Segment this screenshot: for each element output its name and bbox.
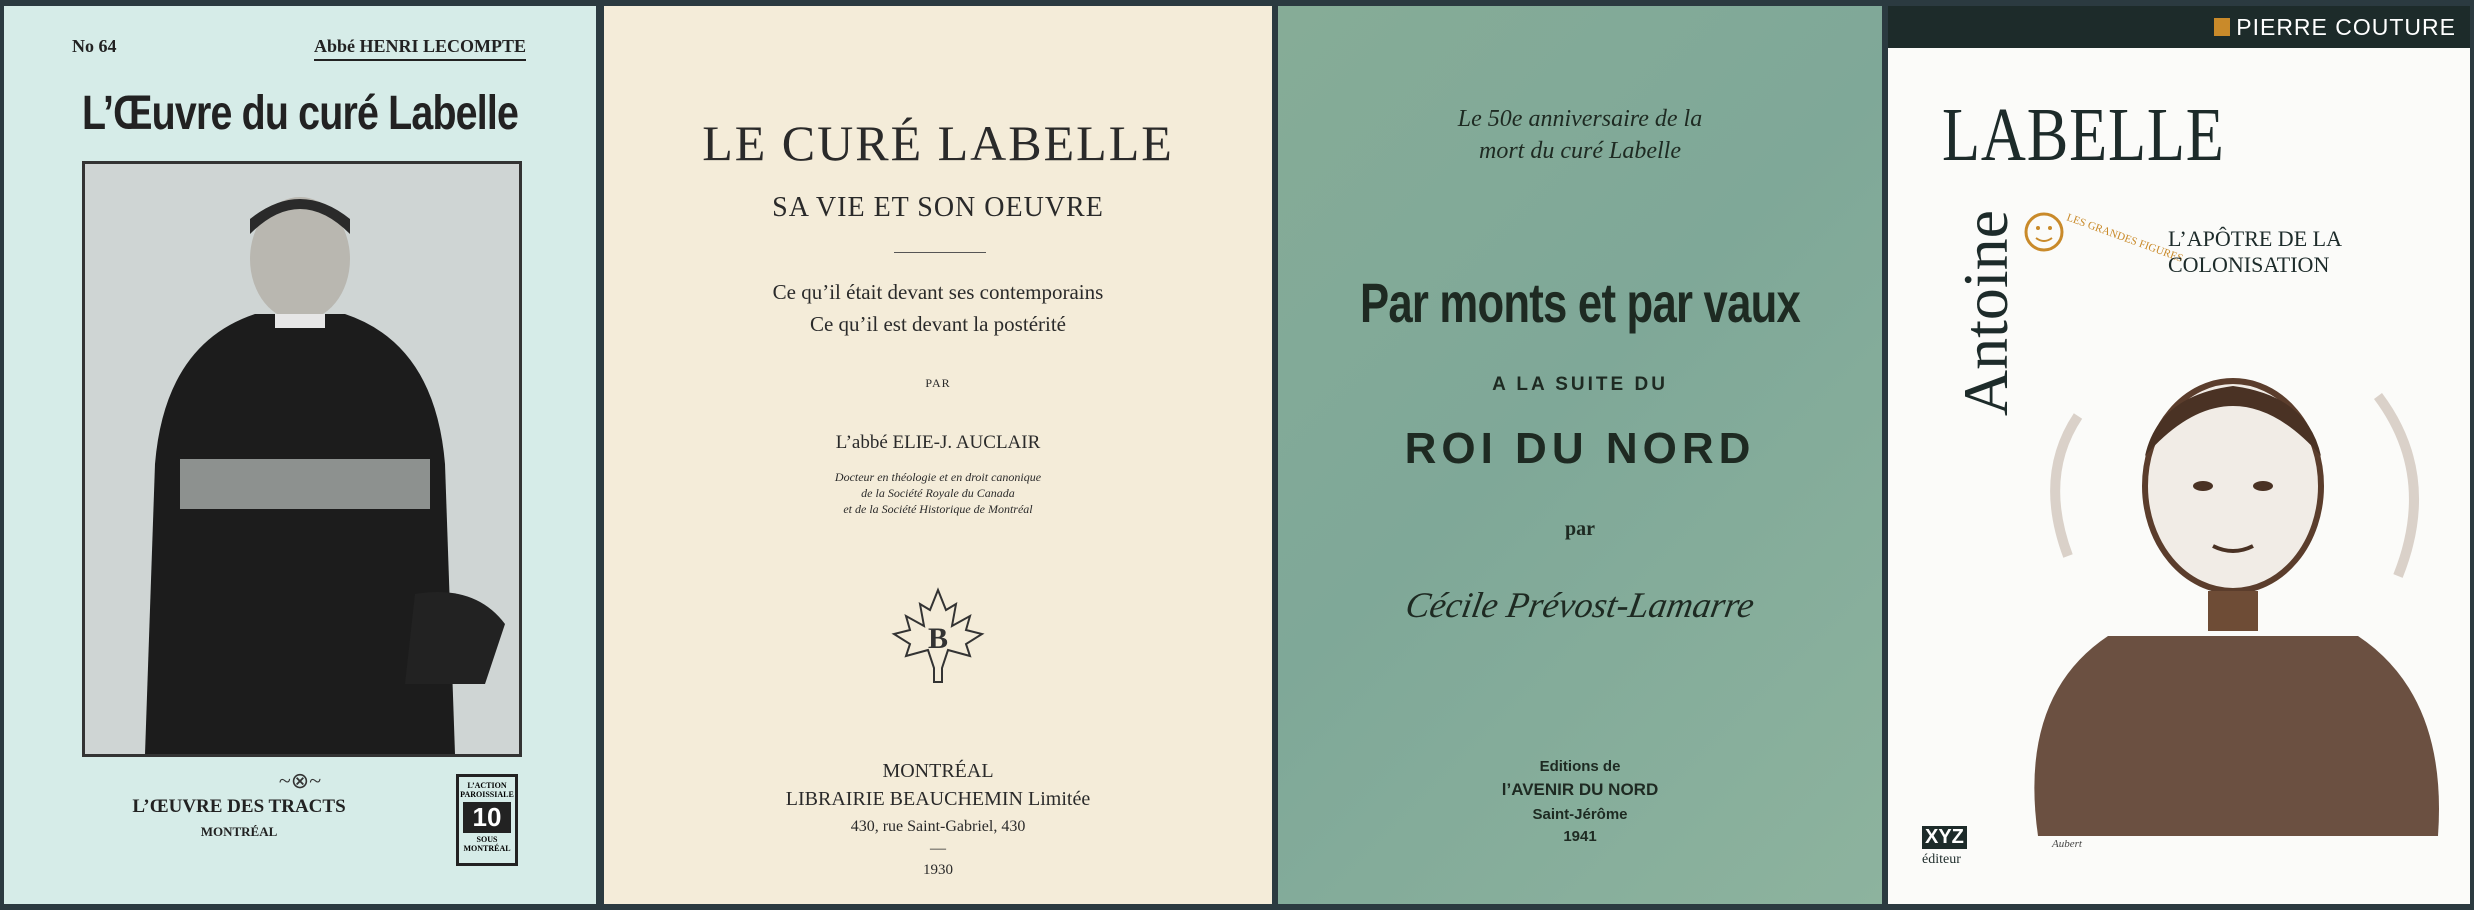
author-signature: Cécile Prévost-Lamarre <box>1402 585 1758 625</box>
stamp-bottom: SOUS MONTRÉAL <box>463 835 511 853</box>
stamp-price: 10 <box>463 802 511 833</box>
city: MONTRÉAL <box>200 824 278 839</box>
author-credential-3: et de la Société Historique de Montréal <box>843 502 1033 516</box>
divider <box>894 252 986 253</box>
logo-letter: B <box>927 622 949 655</box>
surname: LABELLE <box>1942 93 2225 177</box>
dash: — <box>930 840 946 857</box>
cover-auclair <box>604 6 1272 904</box>
by-label: par <box>1565 518 1595 540</box>
anniversary-line-1: Le 50e anniversaire de la <box>1457 106 1703 132</box>
city: MONTRÉAL <box>882 760 994 782</box>
portrait-sketch <box>2018 336 2458 846</box>
priest-photo-image <box>85 164 519 754</box>
edition-line-2: l’AVENIR DU NORD <box>1501 780 1659 799</box>
series-sun-logo <box>2016 196 2185 291</box>
publisher: L’ŒUVRE DES TRACTS <box>132 796 346 817</box>
stamp-top: L’ACTION PAROISSIALE <box>460 781 514 799</box>
book-title: LE CURÉ LABELLE <box>702 115 1174 171</box>
tagline-1: Ce qu’il était devant ses contemporains <box>772 280 1104 304</box>
maple-leaf-icon <box>890 586 986 686</box>
author-credential-1: Docteur en théologie et en droit canonique <box>834 470 1042 484</box>
publisher: LIBRAIRIE BEAUCHEMIN Limitée <box>785 788 1091 810</box>
author: L’abbé ELIE-J. AUCLAIR <box>835 432 1041 453</box>
subtitle-line: A LA SUITE DU <box>1492 374 1668 395</box>
cover-prevost-lamarre <box>1278 6 1882 904</box>
subtitle-main: ROI DU NORD <box>1404 424 1756 473</box>
book-title: L’Œuvre du curé Labelle <box>81 87 519 140</box>
cover-lecompte <box>4 6 596 904</box>
publisher-logo: XYZ <box>1922 826 1967 849</box>
artist-signature: Aubert <box>2052 838 2082 850</box>
sun-face-icon <box>2016 196 2185 286</box>
author-mark-icon <box>2214 18 2230 36</box>
author: PIERRE COUTURE <box>2236 14 2456 40</box>
year: 1930 <box>923 862 953 878</box>
portrait-image <box>2018 336 2458 846</box>
firstname: Antoine <box>1950 209 2021 417</box>
book-subtitle: L’APÔTRE DE LA COLONISATION <box>2168 226 2341 277</box>
publisher: éditeur <box>1922 852 1961 867</box>
ornament: ~⊗~ <box>278 768 322 793</box>
series-name: LES GRANDES FIGURES <box>2064 211 2185 265</box>
edition-year: 1941 <box>1563 828 1597 845</box>
author: Abbé HENRI LECOMPTE <box>314 36 526 61</box>
priest-photo <box>82 161 522 757</box>
edition-city: Saint-Jérôme <box>1532 806 1628 823</box>
maple-leaf-logo <box>890 586 986 691</box>
by-label: PAR <box>925 376 951 390</box>
anniversary-line-2: mort du curé Labelle <box>1479 138 1681 164</box>
price-stamp <box>456 774 518 866</box>
tagline-2: Ce qu’il est devant la postérité <box>809 312 1066 336</box>
book-title: Par monts et par vaux <box>1359 271 1800 334</box>
book-subtitle: SA VIE ET SON OEUVRE <box>772 192 1104 223</box>
address: 430, rue Saint-Gabriel, 430 <box>850 818 1026 835</box>
author-credential-2: de la Société Royale du Canada <box>861 486 1015 500</box>
cover-couture <box>1888 6 2470 904</box>
edition-line-1: Editions de <box>1539 758 1621 775</box>
issue-number: No 64 <box>72 36 117 56</box>
